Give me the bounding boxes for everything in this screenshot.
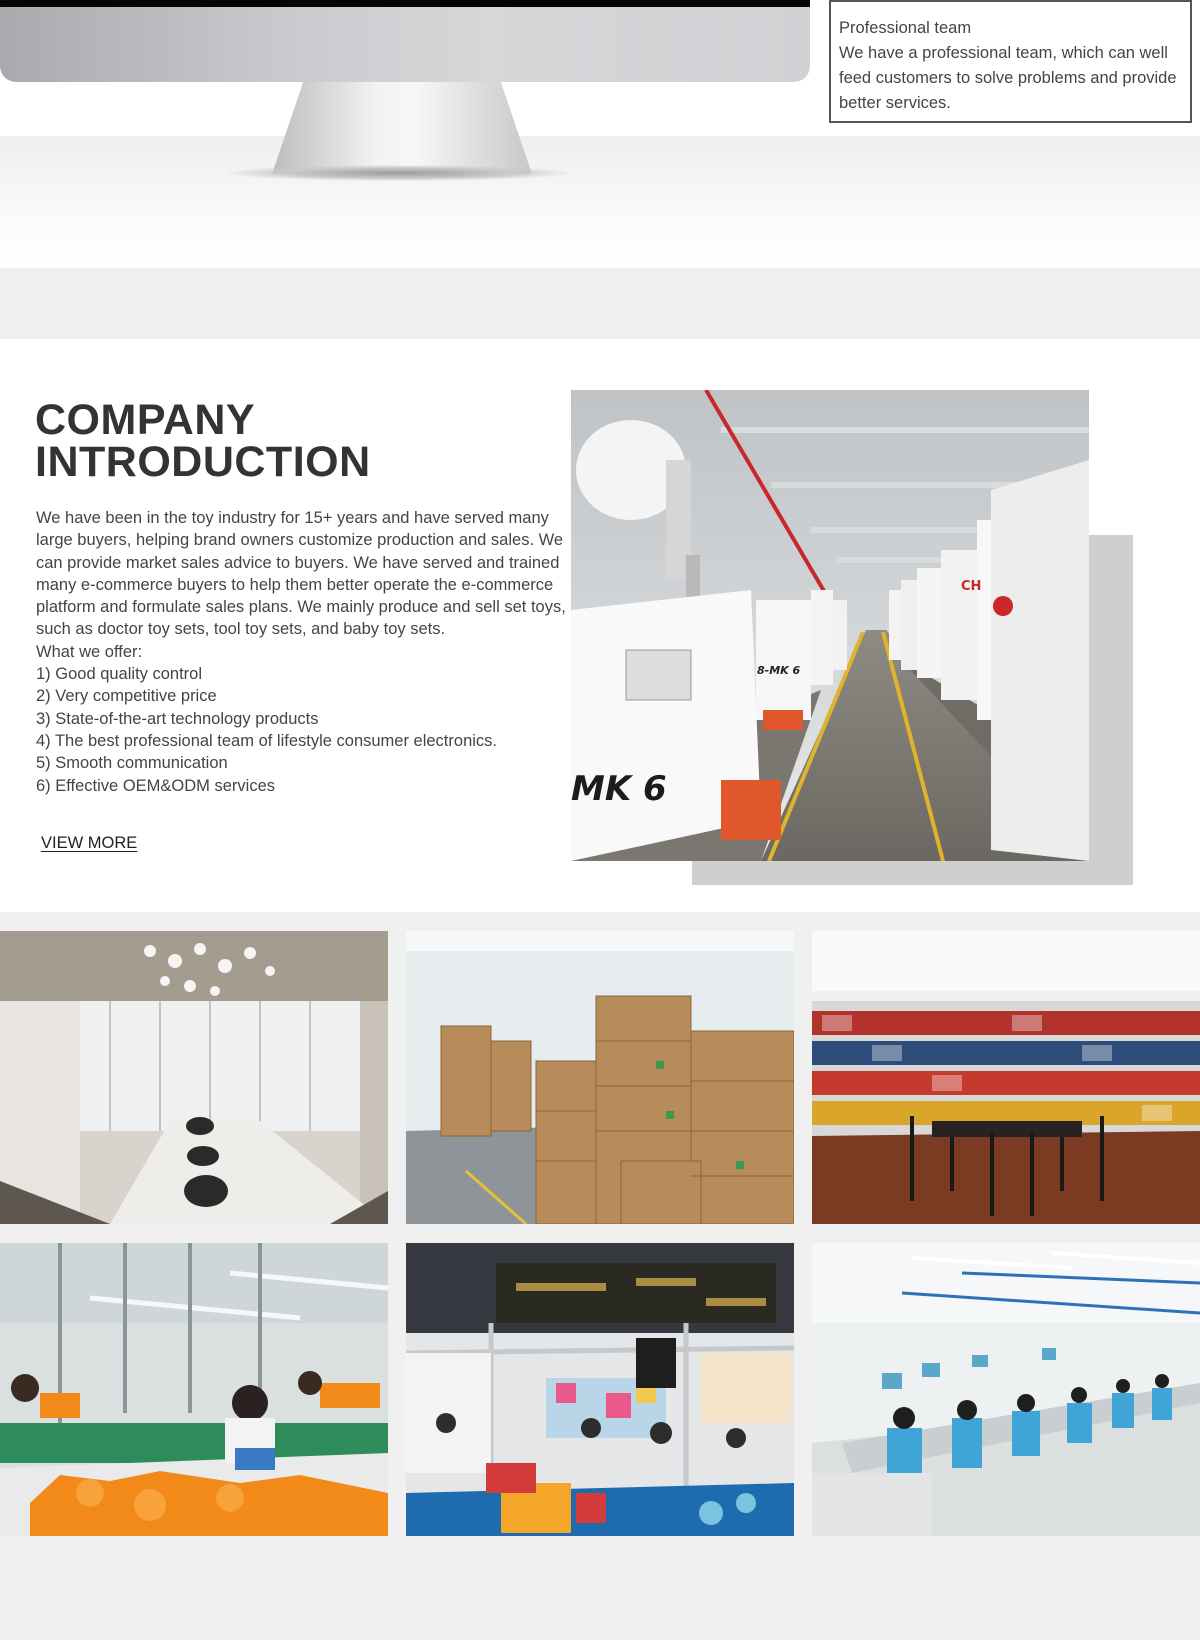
offer-item: 4) The best professional team of lifestyle consumer electronics.: [36, 731, 497, 750]
warehouse-illustration: [406, 931, 794, 1224]
view-more-link[interactable]: VIEW MORE: [41, 834, 138, 852]
showroom-photo: [812, 931, 1200, 1224]
company-introduction-section: [0, 339, 1200, 912]
monitor-base: [225, 165, 571, 181]
info-box-text: We have a professional team, which can well feed customers to solve problems and provide better services.: [839, 44, 1177, 112]
electronics-workshop-photo: [812, 1243, 1200, 1536]
warehouse-boxes-photo: [406, 931, 794, 1224]
offer-item: 5) Smooth communication: [36, 754, 228, 773]
monitor-stand: [272, 82, 532, 174]
machine-label-large: MK 6: [571, 769, 667, 809]
intro-text-block: [36, 507, 566, 797]
offer-list: [36, 663, 566, 797]
trade-show-booth-photo: [406, 1243, 794, 1536]
monitor-screen: [0, 0, 810, 82]
photo-gallery: [0, 912, 1200, 1640]
assembly-illustration: [0, 1243, 388, 1536]
trade-show-illustration: [406, 1243, 794, 1536]
assembly-line-photo: [0, 1243, 388, 1536]
title-line-2: INTRODUCTION: [35, 438, 371, 486]
offer-item: 6) Effective OEM&ODM services: [36, 776, 276, 795]
factory-floor-illustration: [571, 390, 1089, 861]
page-title: [35, 396, 535, 486]
info-box: [829, 0, 1192, 123]
workshop-illustration: [812, 1243, 1200, 1536]
offer-heading: What we offer:: [36, 642, 143, 661]
machine-label-small: 8-MK 6: [757, 664, 801, 677]
floor-reflection: [0, 136, 1200, 268]
monitor-section: [0, 0, 1200, 268]
showroom-illustration: [812, 931, 1200, 1224]
section-divider-band: [0, 268, 1200, 339]
intro-paragraph: We have been in the toy industry for 15+ years and have served many large buyers, helping brand owners customize production and sales. We can provide market sales advice to buyers. We have served and trained many e-commerce buyers to help them better operate the e-commerce platform and formulate sales plans. We mainly produce and sell set toys, such as doctor toy sets, tool toy sets, and baby toy sets.: [36, 509, 566, 639]
info-box-title: Professional team: [839, 19, 972, 37]
machine-brand-label: CH: [961, 579, 982, 594]
office-meeting-room-photo: [0, 931, 388, 1224]
factory-floor-photo: [571, 390, 1089, 861]
page-bottom-edge: [0, 1640, 1200, 1648]
title-line-1: COMPANY: [35, 396, 256, 444]
office-illustration: [0, 931, 388, 1224]
offer-item: 1) Good quality control: [36, 665, 203, 684]
offer-item: 2) Very competitive price: [36, 687, 217, 706]
offer-item: 3) State-of-the-art technology products: [36, 709, 319, 728]
